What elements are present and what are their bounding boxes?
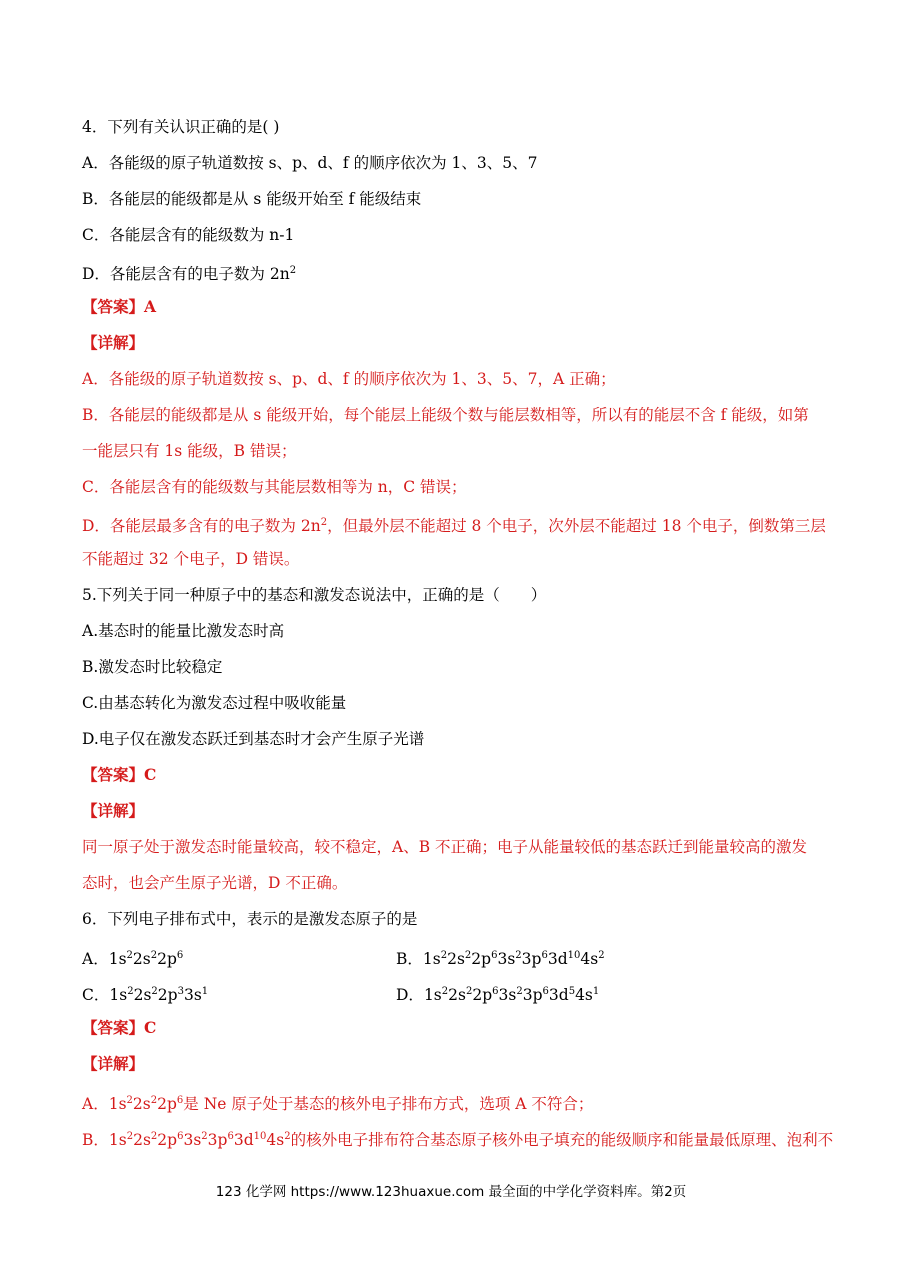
q5-detail-label: 【详解】 bbox=[82, 801, 145, 820]
orbital-term: 3s bbox=[183, 1131, 202, 1150]
orbital-exponent: 2 bbox=[126, 950, 133, 961]
q4-explanation-d-sup: 2 bbox=[320, 517, 328, 528]
q5-explanation-1: 同一原子处于激发态时能量较高，较不稳定，A、B 不正确；电子从能量较低的基态跃迁到能量较高的激发 bbox=[82, 838, 808, 856]
orbital-term: 1s bbox=[108, 1131, 127, 1150]
orbital-term: 4s bbox=[266, 1131, 285, 1150]
orbital-exponent: 5 bbox=[568, 986, 576, 997]
orbital-exponent: 6 bbox=[177, 1131, 184, 1142]
orbital-exponent: 2 bbox=[465, 986, 473, 997]
q6-option-b-label: B． bbox=[396, 950, 423, 969]
q4-option-d-sup: 2 bbox=[289, 265, 297, 276]
q4-explanation-d-pre: D．各能层最多含有的电子数为 2n bbox=[82, 517, 321, 536]
q6-explanation-a bbox=[82, 1091, 594, 1114]
orbital-exponent: 2 bbox=[598, 950, 605, 961]
orbital-term: 2p bbox=[472, 986, 493, 1005]
page-footer: 123 化学网 https://www.123huaxue.com 最全面的中学化学资料库。第2页 bbox=[215, 1184, 687, 1200]
orbital-exponent: 2 bbox=[150, 1131, 158, 1142]
q5-option-d: D.电子仅在激发态跃迁到基态时才会产生原子光谱 bbox=[82, 730, 425, 748]
orbital-exponent: 6 bbox=[491, 950, 498, 961]
q4-explanation-d1 bbox=[82, 513, 826, 536]
q5-explanation-2: 态时，也会产生原子光谱，D 不正确。 bbox=[82, 874, 348, 892]
orbital-term: 1s bbox=[423, 986, 442, 1005]
orbital-term: 1s bbox=[108, 1095, 127, 1114]
orbital-exponent: 2 bbox=[201, 1131, 208, 1142]
q6-explanation-b-formula bbox=[109, 1131, 291, 1149]
q6-explanation-b-text: 的核外电子排布符合基态原子核外电子填充的能级顺序和能量最低原理、泡利不 bbox=[290, 1131, 834, 1150]
orbital-exponent: 6 bbox=[492, 986, 499, 997]
q6-option-c-label: C． bbox=[82, 986, 110, 1005]
orbital-exponent: 1 bbox=[201, 986, 209, 997]
q4-explanation-b1: B．各能层的能级都是从 s 能级开始，每个能层上能级个数与能层数相等，所以有的能层不含 f 能级，如第 bbox=[82, 406, 809, 424]
orbital-exponent: 10 bbox=[567, 950, 581, 961]
orbital-term: 2p bbox=[157, 1095, 177, 1114]
q6-option-b-formula bbox=[423, 950, 605, 968]
q4-explanation-d-post: ，但最外层不能超过 8 个电子，次外层不能超过 18 个电子，倒数第三层 bbox=[327, 517, 826, 536]
q4-option-a: A．各能级的原子轨道数按 s、p、d、f 的顺序依次为 1、3、5、7 bbox=[82, 154, 538, 172]
orbital-term: 1s bbox=[109, 986, 128, 1005]
q4-answer: 【答案】A bbox=[82, 297, 157, 316]
orbital-term: 3d bbox=[233, 1131, 254, 1150]
orbital-term: 2p bbox=[157, 1131, 178, 1150]
orbital-exponent: 6 bbox=[176, 1095, 184, 1106]
orbital-term: 2s bbox=[133, 1131, 151, 1150]
q6-option-a-formula bbox=[109, 950, 184, 968]
orbital-exponent: 2 bbox=[440, 950, 448, 961]
orbital-term: 4s bbox=[575, 986, 593, 1005]
q6-option-c bbox=[82, 986, 208, 1004]
orbital-term: 3d bbox=[547, 950, 568, 969]
orbital-exponent: 1 bbox=[592, 986, 600, 997]
q6-explanation-a-formula bbox=[109, 1095, 184, 1113]
q5-option-c: C.由基态转化为激发态过程中吸收能量 bbox=[82, 694, 347, 712]
q6-option-c-formula bbox=[109, 986, 208, 1004]
orbital-term: 2p bbox=[471, 950, 492, 969]
orbital-term: 2s bbox=[133, 986, 152, 1005]
orbital-term: 1s bbox=[108, 950, 127, 969]
q6-option-d-formula bbox=[424, 986, 599, 1004]
orbital-exponent: 6 bbox=[541, 950, 548, 961]
q6-explanation-b-label: B． bbox=[82, 1131, 109, 1150]
orbital-exponent: 2 bbox=[516, 986, 523, 997]
q5-option-b: B.激发态时比较稳定 bbox=[82, 658, 223, 676]
orbital-term: 4s bbox=[580, 950, 599, 969]
q4-option-d bbox=[82, 261, 297, 284]
orbital-exponent: 2 bbox=[464, 950, 472, 961]
orbital-exponent: 2 bbox=[150, 950, 158, 961]
q6-question: 6．下列电子排布式中，表示的是激发态原子的是 bbox=[82, 910, 418, 928]
q6-explanation-b bbox=[82, 1127, 834, 1150]
orbital-term: 2s bbox=[132, 1095, 151, 1114]
orbital-exponent: 2 bbox=[127, 986, 134, 997]
q4-option-b: B．各能层的能级都是从 s 能级开始至 f 能级结束 bbox=[82, 190, 422, 208]
orbital-term: 2s bbox=[448, 986, 466, 1005]
q4-explanation-d2: 不能超过 32 个电子，D 错误。 bbox=[82, 550, 300, 568]
orbital-exponent: 6 bbox=[227, 1131, 234, 1142]
orbital-term: 3s bbox=[183, 986, 202, 1005]
orbital-exponent: 6 bbox=[176, 950, 184, 961]
q4-explanation-c: C．各能层含有的能级数与其能层数相等为 n，C 错误； bbox=[82, 478, 467, 496]
orbital-term: 3p bbox=[521, 950, 542, 969]
q4-detail-label: 【详解】 bbox=[82, 333, 145, 352]
orbital-term: 3s bbox=[498, 986, 517, 1005]
q6-options-row-1 bbox=[82, 946, 822, 969]
q5-answer: 【答案】C bbox=[82, 765, 157, 784]
q5-option-a: A.基态时的能量比激发态时高 bbox=[82, 622, 285, 640]
orbital-term: 3p bbox=[522, 986, 543, 1005]
orbital-term: 3s bbox=[497, 950, 516, 969]
orbital-exponent: 3 bbox=[177, 986, 184, 997]
orbital-exponent: 2 bbox=[284, 1131, 291, 1142]
orbital-exponent: 2 bbox=[515, 950, 522, 961]
q6-option-d bbox=[396, 982, 599, 1005]
q6-answer: 【答案】C bbox=[82, 1018, 157, 1037]
q4-explanation-a: A．各能级的原子轨道数按 s、p、d、f 的顺序依次为 1、3、5、7，A 正确； bbox=[82, 370, 616, 388]
orbital-term: 2p bbox=[157, 950, 177, 969]
orbital-term: 2s bbox=[447, 950, 465, 969]
q6-option-a bbox=[82, 950, 183, 968]
q4-explanation-b2: 一能层只有 1s 能级，B 错误； bbox=[82, 442, 297, 460]
q6-explanation-a-label: A． bbox=[82, 1095, 109, 1114]
orbital-term: 1s bbox=[422, 950, 441, 969]
q5-question: 5.下列关于同一种原子中的基态和激发态说法中，正确的是（ ） bbox=[82, 586, 547, 604]
orbital-term: 3d bbox=[548, 986, 569, 1005]
q6-option-b bbox=[396, 946, 605, 969]
q6-options-row-2 bbox=[82, 982, 822, 1005]
q6-explanation-a-text: 是 Ne 原子处于基态的核外电子排布方式，选项 A 不符合； bbox=[183, 1095, 594, 1114]
q4-question: 4．下列有关认识正确的是( ) bbox=[82, 118, 280, 136]
orbital-exponent: 10 bbox=[253, 1131, 267, 1142]
q6-option-d-label: D． bbox=[396, 986, 424, 1005]
orbital-exponent: 2 bbox=[441, 986, 449, 997]
orbital-exponent: 2 bbox=[151, 986, 158, 997]
orbital-exponent: 2 bbox=[150, 1095, 158, 1106]
q4-option-d-text: D．各能层含有的电子数为 2n bbox=[82, 265, 290, 284]
orbital-exponent: 6 bbox=[542, 986, 549, 997]
orbital-term: 2s bbox=[132, 950, 151, 969]
orbital-exponent: 2 bbox=[126, 1095, 133, 1106]
orbital-term: 3p bbox=[207, 1131, 228, 1150]
q6-option-a-label: A． bbox=[82, 950, 109, 969]
orbital-exponent: 2 bbox=[126, 1131, 134, 1142]
q4-option-c: C．各能层含有的能级数为 n-1 bbox=[82, 226, 295, 244]
q6-detail-label: 【详解】 bbox=[82, 1054, 145, 1073]
orbital-term: 2p bbox=[157, 986, 178, 1005]
